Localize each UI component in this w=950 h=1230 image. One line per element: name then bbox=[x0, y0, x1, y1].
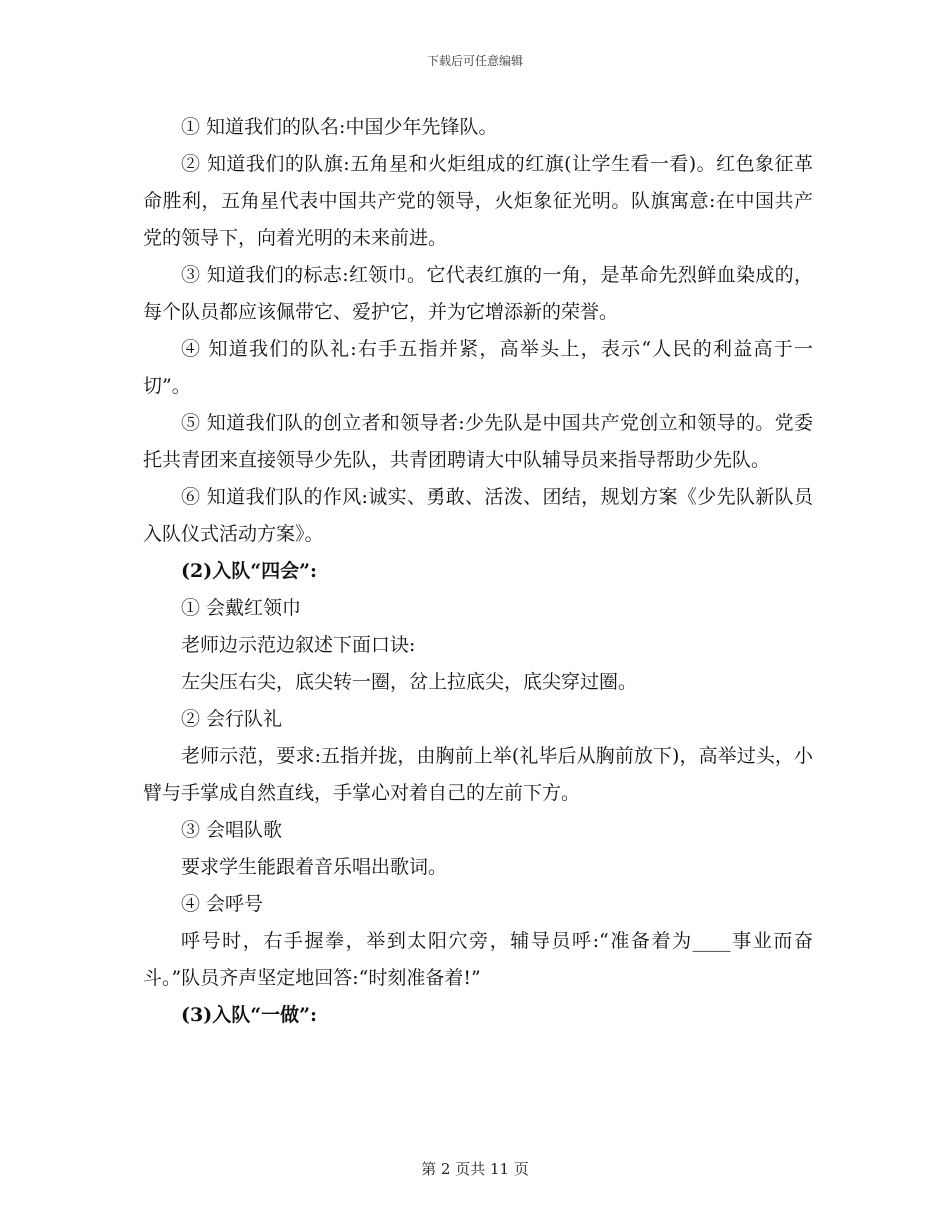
paragraph-sing-requirement: 要求学生能跟着音乐唱出歌词。 bbox=[181, 856, 448, 878]
page-footer: 第 2 页共 11 页 bbox=[421, 1160, 529, 1178]
item-call-slogan: ④ 会呼号 bbox=[181, 893, 264, 915]
section-heading-four-skills: (2)入队“四会”: bbox=[181, 560, 318, 582]
paragraph-scarf-rhyme: 左尖压右尖，底尖转一圈，岔上拉底尖，底尖穿过圈。 bbox=[181, 671, 638, 693]
paragraph-slogan-instructions: 呼号时，右手握拳，举到太阳穴旁，辅导员呼:“准备着为____事业而奋斗。”队员齐声坚定地回答:“时刻准备着!” bbox=[143, 930, 813, 989]
document-body bbox=[143, 109, 813, 1034]
paragraph-team-style: ⑥ 知道我们队的作风:诚实、勇敢、活泼、团结，规划方案《少先队新队员入队仪式活动方案》。 bbox=[143, 486, 813, 545]
page-header: 下载后可任意编辑 bbox=[426, 54, 523, 68]
paragraph-team-symbol: ③ 知道我们的标志:红领巾。它代表红旗的一角，是革命先烈鲜血染成的，每个队员都应该佩带它、爱护它，并为它增添新的荣誉。 bbox=[143, 264, 813, 323]
paragraph-salute-instructions: 老师示范，要求:五指并拢，由胸前上举(礼毕后从胸前放下)，高举过头，小臂与手掌成自然直线，手掌心对着自己的左前下方。 bbox=[143, 745, 813, 804]
paragraph-team-founder: ⑤ 知道我们队的创立者和领导者:少先队是中国共产党创立和领导的。党委托共青团来直接领导少先队，共青团聘请大中队辅导员来指导帮助少先队。 bbox=[143, 412, 813, 471]
item-wear-scarf: ① 会戴红领巾 bbox=[181, 597, 302, 619]
paragraph-team-name: ① 知道我们的队名:中国少年先锋队。 bbox=[181, 116, 498, 138]
section-heading-one-task: (3)入队“一做”: bbox=[181, 1004, 318, 1026]
paragraph-team-flag: ② 知道我们的队旗:五角星和火炬组成的红旗(让学生看一看)。红色象征革命胜利，五角星代表中国共产党的领导，火炬象征光明。队旗寓意:在中国共产党的领导下，向着光明的未来前进。 bbox=[143, 153, 813, 249]
paragraph-teacher-demo: 老师边示范边叙述下面口诀: bbox=[181, 634, 416, 656]
item-salute: ② 会行队礼 bbox=[181, 708, 283, 730]
item-sing-anthem: ③ 会唱队歌 bbox=[181, 819, 283, 841]
paragraph-team-salute: ④ 知道我们的队礼:右手五指并紧，高举头上，表示“人民的利益高于一切”。 bbox=[143, 338, 813, 397]
